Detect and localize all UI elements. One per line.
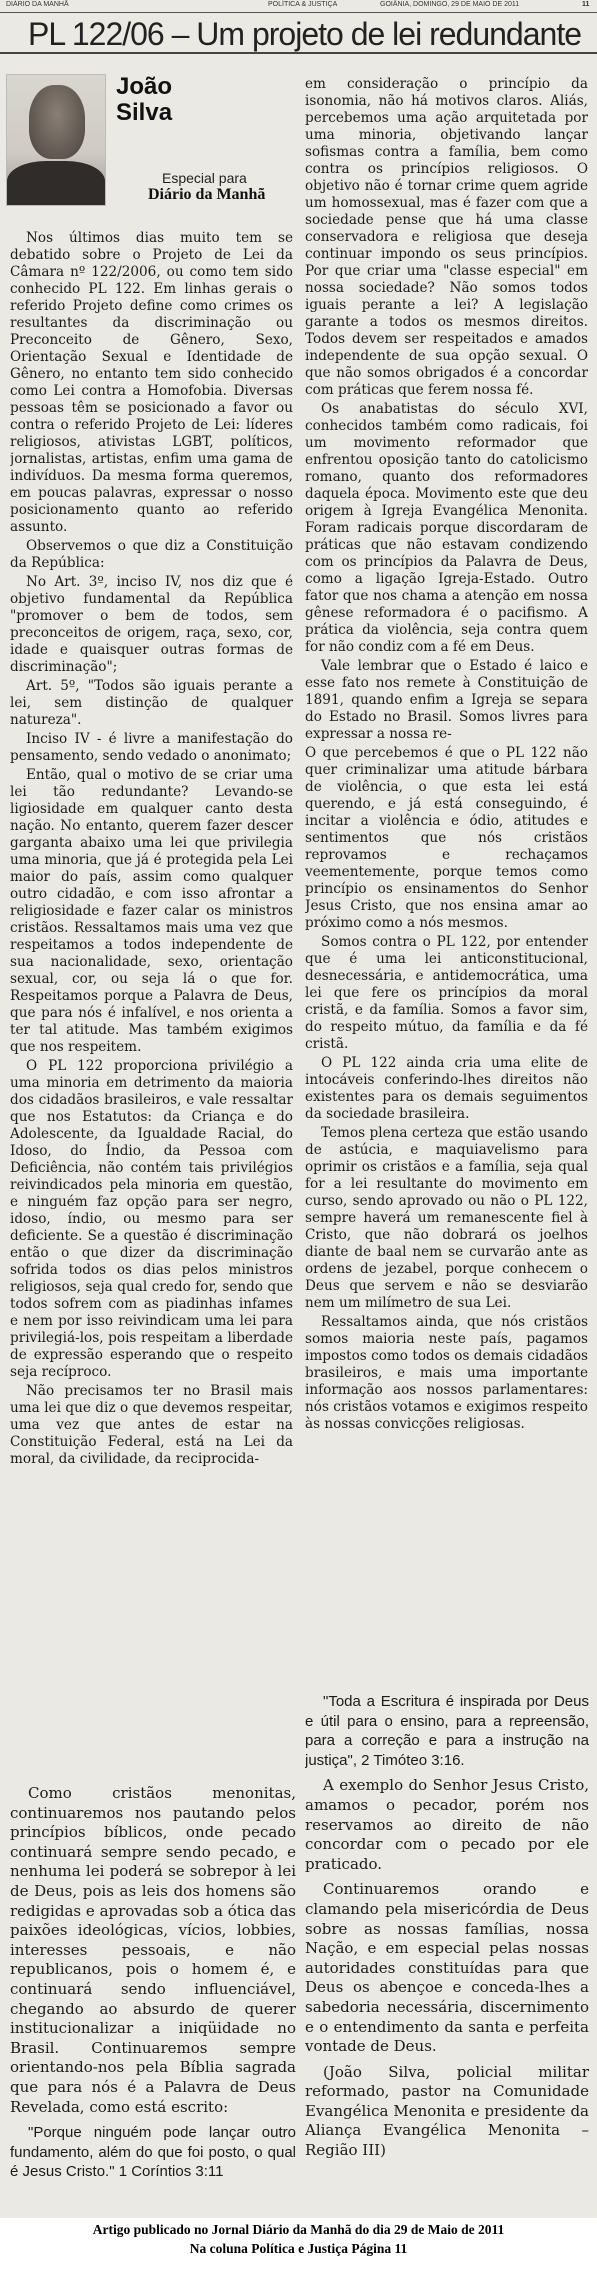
article-lower-left	[10, 1784, 296, 2214]
bible-quote: "Porque ninguém pode lançar outro fundamento, além do que foi posto, o qual é Jesus Cristo." 1 Coríntios 3:11	[10, 2124, 296, 2181]
section-name: POLÍTICA & JUSTIÇA	[268, 1, 338, 8]
author-shoulders	[7, 161, 105, 206]
author-face	[29, 85, 85, 159]
article-headline: PL 122/06 – Um projeto de lei redundante	[0, 14, 597, 54]
caption-line-1: Artigo publicado no Jornal Diário da Manhã do dia 29 de Maio de 2011	[92, 2222, 505, 2237]
paragraph: Continuaremos orando e clamando pela misericórdia de Deus sobre as nossas famílias, nossa Nação, e em especial pelas nossas autoridades constituídas para que Deus os abençoe e conceda-lhes a sabedoria necessária, discernimento e o entendimento da santa e perfeita vontade de Deus.	[305, 1880, 589, 2056]
paragraph: Observemos o que diz a Constituição da República:	[10, 538, 293, 571]
paragraph: Ressaltamos ainda, que nós cristãos somos maioria neste país, pagamos impostos como todos os demais cidadãos brasileiros, e mais uma importante informação aos nossos parlamentares: nós cristãos votamos e exigimos respeito às nossas convicções religiosas.	[305, 1314, 588, 1432]
paragraph: em consideração o princípio da isonomia, não há motivos claros. Aliás, percebemos uma ação arquitetada por uma minoria, objetivando lançar sofismas contra a família, bem como contra os princípios religiosos. O objetivo não é tornar crime quem agride um homossexual, mas é fazer com que a sociedade pense que há uma classe conservadora e religiosa que deseja continuar impondo os seus princípios. Por que criar uma "classe especial" em nossa sociedade? Não somos todos iguais perante a lei? A legislação garante a todos os mesmos direitos. Todos devem ser respeitados e amados independente de sua opção sexual. O que não somos obrigados é a concordar com práticas que ferem nossa fé.	[305, 76, 588, 398]
article-lower-right	[305, 1692, 589, 2216]
author-name	[116, 74, 172, 126]
article-column-right	[305, 76, 588, 1684]
paragraph: Não precisamos ter no Brasil mais uma lei que diz o que devemos respeitar, uma vez que antes de estar na Constituição Federal, está na Lei da moral, da civilidade, da reciprocida-	[10, 1383, 293, 1467]
newspaper-name: Diário da Manhã	[148, 186, 266, 203]
issue-date: GOIÂNIA, DOMINGO, 29 DE MAIO DE 2011	[380, 1, 520, 8]
page-header-bar	[0, 0, 597, 13]
author-bio: (João Silva, policial militar reformado, pastor na Comunidade Evangélica Menonita e presidente da Aliança Evangélica Menonita – Região III)	[305, 2062, 589, 2160]
author-first-name: João	[116, 73, 173, 100]
author-last-name: Silva	[116, 99, 173, 126]
bible-quote: "Toda a Escritura é inspirada por Deus e útil para o ensino, para a repreensão, para a correção e para a instrução na justiça", 2 Timóteo 3:16.	[305, 1693, 589, 1769]
paragraph: O PL 122 ainda cria uma elite de intocáveis conferindo-lhes direitos não existentes para os demais seguimentos da sociedade brasileira.	[305, 1055, 588, 1122]
paragraph: Temos plena certeza que estão usando de astúcia, e maquiavelismo para oprimir os cristãos e a família, seja qual for a lei resultante do movimento em curso, sendo aprovado ou não o PL 122, sempre haverá um remanescente fiel à Cristo, que não dobrará os joelhos diante de baal nem se curvarão ante as ordens de jezabel, porque conhecem o Deus que servem e não se desviarão nem um milímetro de sua Lei.	[305, 1125, 588, 1311]
paragraph: Como cristãos menonitas, continuaremos nos pautando pelos princípios bíblicos, onde pecado continuará sempre sendo pecado, e nenhuma lei poderá se sobrepor à lei de Deus, pois as leis dos homens são redigidas e aprovadas sob a ótica das paixões ideológicas, vícios, lobbies, interesses pessoais, e não republicanos, pois o homem é, e continuará sendo influenciável, chegando ao absurdo de querer institucionalizar a iniqüidade no Brasil. Continuaremos sempre orientando-nos pela Bíblia sagrada que para nós é a Palavra de Deus Revelada, como está escrito:	[10, 1784, 296, 2116]
paragraph: Os anabatistas do século XVI, conhecidos também como radicais, foi um movimento reformador que enfrentou oposição tanto do catolicismo romano, quanto dos reformadores daquela época. Movimento este que deu origem à Igreja Evangélica Menonita. Foram radicais porque discordaram de práticas que não estavam condizendo com os princípios da Palavra de Deus, como a ligação Igreja-Estado. Outro fator que nos chama a atenção em nossa gênese reformadora é o pacifismo. A prática da violência, seja contra quem for não condiz com a fé em Deus.	[305, 401, 588, 655]
paragraph: Art. 5º, "Todos são iguais perante a lei, sem distinção de qualquer natureza".	[10, 678, 293, 728]
paragraph: Vale lembrar que o Estado é laico e esse fato nos remete à Constituição de 1891, quando enfim a Igreja se separa do Estado no Brasil. Somos livres para expressar a nossa re-	[305, 658, 588, 742]
paragraph: Inciso IV - é livre a manifestação do pensamento, sendo vedado o anonimato;	[10, 731, 293, 764]
paragraph: Nos últimos dias muito tem se debatido sobre o Projeto de Lei da Câmara nº 122/2006, ou como tem sido conhecido PL 122. Em linhas gerais o referido Projeto define como crimes os resultantes da discriminação ou Preconceito de Gênero, Sexo, Orientação Sexual e Identidade de Gênero, no entanto tem sido conhecido como Lei contra a Homofobia. Diversas pessoas têm se posicionado a favor ou contra o referido Projeto de Lei: líderes religiosos, ativistas LGBT, políticos, jornalistas, artistas, enfim uma gama de indivíduos. Da mesma forma queremos, em poucas palavras, expressar o nosso posicionamento quanto ao referido assunto.	[10, 230, 293, 535]
publication-caption	[0, 2220, 597, 2258]
paragraph: Somos contra o PL 122, por entender que é uma lei anticonstitucional, desnecessária, e antidemocrática, uma lei que fere os princípios da moral cristã, e da família. Somos a favor sim, do respeito mútuo, da família e da fé cristã.	[305, 934, 588, 1052]
newspaper-masthead-small: DIÁRIO DA MANHÃ	[6, 1, 69, 8]
paragraph: O PL 122 proporciona privilégio a uma minoria em detrimento da maioria dos cidadãos brasileiros, e vale ressaltar que nos Estatutos: da Criança e do Adolescente, da Igualdade Racial, do Idoso, do Índio, da Pessoa com Deficiência, não contém tais privilégios reivindicados pela minoria em questão, e ninguém faz opção para ser negro, idoso, índio, ou mesmo para ser deficiente. Se a questão é discriminação então o que dizer da discriminação sofrida todos os dias pelos ministros religiosos, seja qual credo for, sendo que todos sofrem com as piadinhas infames e nem por isso reivindicam uma lei para privilegiá-los, pois respeitam a liberdade de expressão esperando que o respeito seja recíproco.	[10, 1058, 293, 1380]
page-number: 11	[582, 1, 590, 8]
author-photo	[6, 74, 106, 206]
paragraph: Então, qual o motivo de se criar uma lei tão redundante? Levando-se ligiosidade em qualquer canto desta nação. No entanto, querem fazer descer garganta abaixo uma lei que privilegia uma minoria, que já é protegida pela Lei maior do país, assim como qualquer outro cidadão, e com isso afrontar a religiosidade e fazer calar os ministros cristãos. Ressaltamos mais uma vez que respeitamos a todos independente de sua nacionalidade, sexo, orientação sexual, cor, ou seja lá o que for. Respeitamos porque a Palavra de Deus, que para nós é infalível, e nos orienta a ter tal atitude. Mas também exigimos que nos respeitem.	[10, 767, 293, 1055]
caption-line-2: Na coluna Política e Justiça Página 11	[189, 2241, 408, 2256]
paragraph: A exemplo do Senhor Jesus Cristo, amamos o pecador, porém nos reservamos ao direito de não concordar com o pecado por ele praticado.	[305, 1776, 589, 1873]
paragraph: No Art. 3º, inciso IV, nos diz que é objetivo fundamental da República "promover o bem de todos, sem preconceitos de origem, raça, sexo, cor, idade e quaisquer outras formas de discriminação";	[10, 574, 293, 675]
paragraph: O que percebemos é que o PL 122 não quer criminalizar uma atitude bárbara de violência, o que esta lei está querendo, e já está conseguindo, é incitar a violência e ódio, atitudes e sentimentos que nós cristãos reprovamos e rechaçamos veementemente, porque temos como princípio os ensinamentos do Senhor Jesus Cristo, que nos ensina amar ao próximo como a nós mesmos.	[305, 745, 588, 931]
article-column-left	[10, 230, 293, 1776]
special-for-label: Especial para	[162, 170, 247, 186]
